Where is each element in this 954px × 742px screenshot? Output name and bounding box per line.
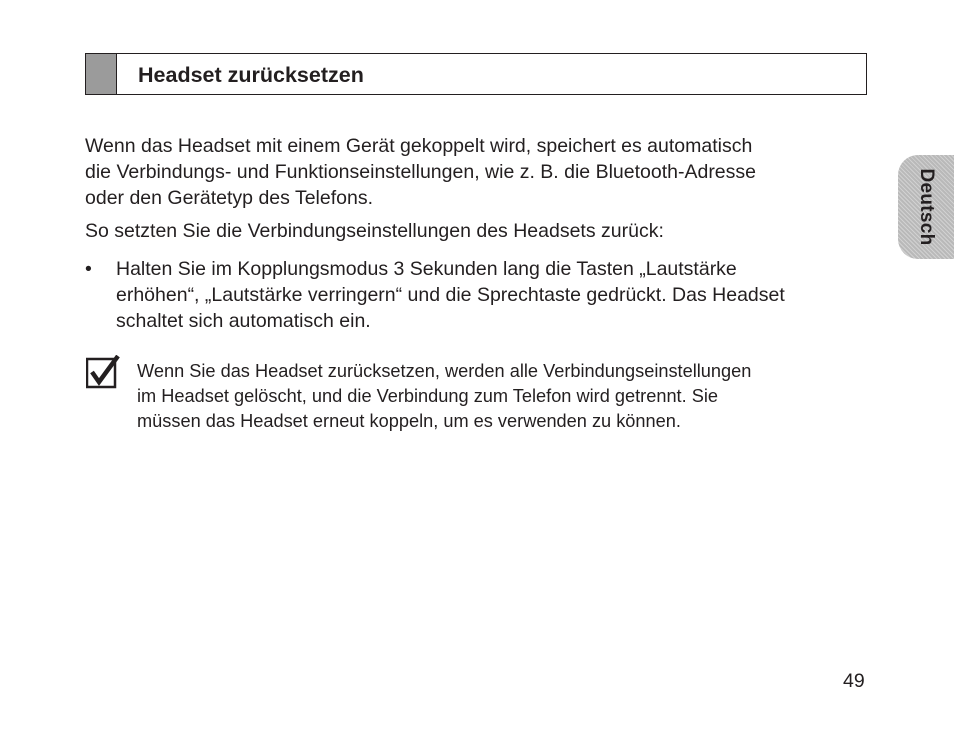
note-text	[137, 359, 751, 434]
bullet-marker: •	[85, 258, 92, 280]
bullet-line: Halten Sie im Kopplungsmodus 3 Sekunden lang die Tasten „Lautstärke	[116, 258, 737, 280]
intro-line: Wenn das Headset mit einem Gerät gekoppelt wird, speichert es automatisch	[85, 135, 753, 157]
instruction-paragraph: So setzten Sie die Verbindungseinstellungen des Headsets zurück:	[85, 220, 664, 242]
language-tab-label: Deutsch	[916, 168, 937, 246]
intro-line: die Verbindungs- und Funktionseinstellungen, wie z. B. die Bluetooth-Adresse	[85, 161, 756, 183]
intro-line: oder den Gerätetyp des Telefons.	[85, 187, 373, 209]
note-line: müssen das Headset erneut koppeln, um es verwenden zu können.	[137, 411, 681, 431]
language-tab	[898, 155, 954, 259]
section-title: Headset zurücksetzen	[138, 63, 364, 87]
checkmark-note-icon	[86, 355, 120, 389]
bullet-text	[116, 256, 785, 334]
bullet-line: schaltet sich automatisch ein.	[116, 310, 371, 332]
note-line: im Headset gelöscht, und die Verbindung zum Telefon wird getrennt. Sie	[137, 386, 719, 406]
heading-marker	[86, 54, 117, 94]
bullet-line: erhöhen“, „Lautstärke verringern“ und die Sprechtaste gedrückt. Das Headset	[116, 284, 785, 306]
note-line: Wenn Sie das Headset zurücksetzen, werden alle Verbindungseinstellungen	[137, 361, 752, 381]
section-heading	[85, 53, 867, 95]
page-number: 49	[843, 670, 865, 692]
